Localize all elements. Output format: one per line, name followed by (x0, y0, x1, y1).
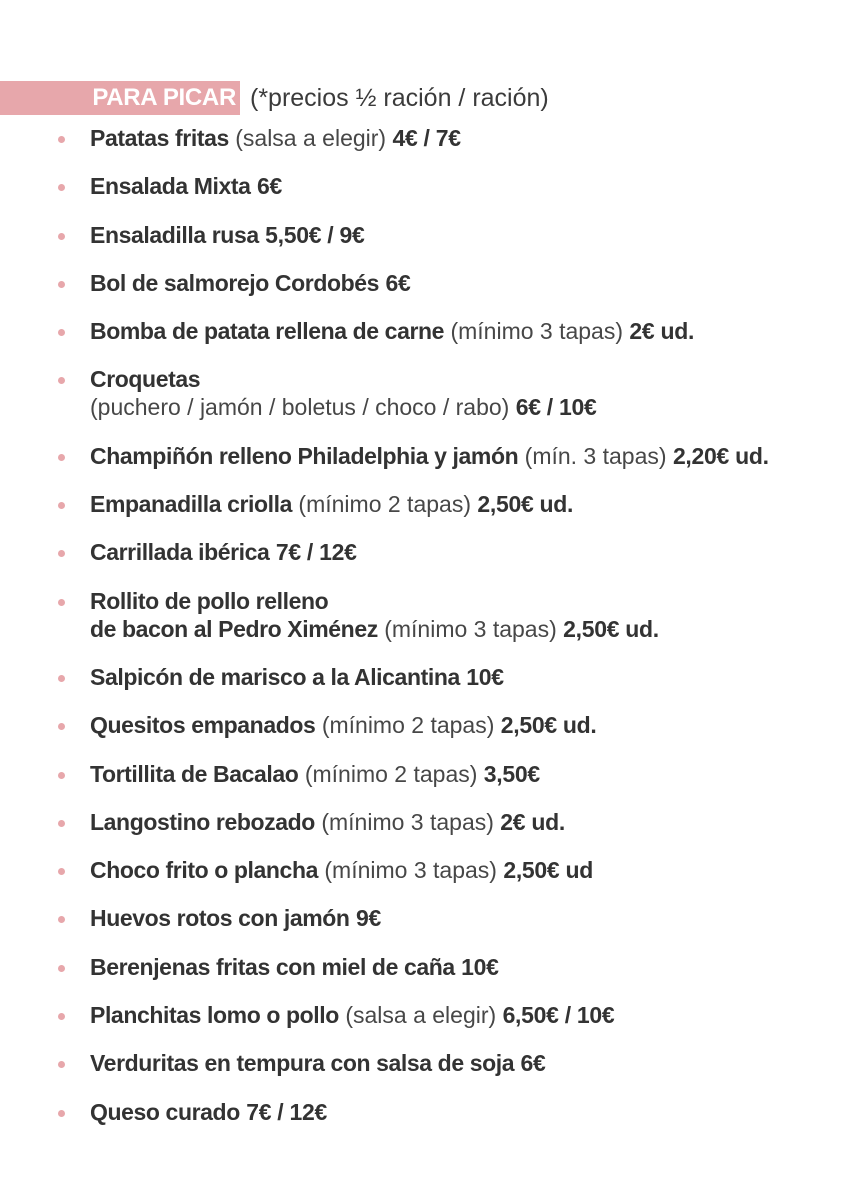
bullet-icon (58, 772, 65, 779)
bullet-icon (58, 329, 65, 336)
menu-item (58, 808, 838, 836)
item-price: 10€ (461, 953, 499, 980)
item-name: Ensalada Mixta (90, 173, 251, 200)
item-name: Champiñón relleno Philadelphia y jamón (90, 442, 519, 469)
bullet-icon (58, 675, 65, 682)
item-name: Quesitos empanados (90, 712, 316, 739)
menu-item (58, 365, 838, 421)
item-name: Planchitas lomo o pollo (90, 1002, 339, 1029)
item-detail: (mínimo 3 tapas) (384, 615, 557, 642)
item-price: 5,50€ / 9€ (265, 221, 365, 248)
bullet-icon (58, 820, 65, 827)
item-price: 2,50€ ud (503, 857, 593, 884)
item-name: Carrillada ibérica (90, 539, 270, 566)
item-name: Patatas fritas (90, 125, 229, 151)
menu-item (58, 124, 838, 152)
menu-item (58, 856, 838, 884)
item-name: Langostino rebozado (90, 808, 315, 835)
bullet-icon (58, 723, 65, 730)
bullet-icon (58, 1013, 65, 1020)
section-header (0, 80, 549, 116)
bullet-icon (58, 550, 65, 557)
menu-item (58, 1001, 838, 1029)
item-price: 2€ ud. (500, 808, 565, 835)
item-name: Ensaladilla rusa (90, 221, 259, 248)
item-price: 6€ / 10€ (515, 394, 597, 421)
menu-item (58, 1098, 838, 1126)
item-price: 7€ / 12€ (246, 1098, 327, 1125)
section-title: PARA PICAR (92, 84, 236, 111)
item-detail: (mínimo 2 tapas) (304, 760, 478, 787)
bullet-icon (58, 599, 65, 606)
item-name: Croquetas (90, 366, 201, 393)
menu-item (58, 538, 838, 566)
bullet-icon (58, 184, 65, 191)
item-name: Verduritas en tempura con salsa de soja (90, 1050, 515, 1077)
item-detail: (mínimo 3 tapas) (321, 808, 494, 835)
menu-item (58, 172, 838, 200)
item-name: Rollito de pollo relleno (90, 587, 329, 614)
item-detail: (mínimo 2 tapas) (298, 491, 471, 518)
bullet-icon (58, 868, 65, 875)
item-price: 10€ (466, 663, 504, 690)
item-price: 2,50€ ud. (500, 712, 597, 739)
menu-item (58, 953, 838, 981)
item-price: 4€ / 7€ (392, 125, 461, 151)
menu-item (58, 221, 838, 249)
item-detail: (mínimo 3 tapas) (324, 857, 497, 884)
item-name: Berenjenas fritas con miel de caña (90, 953, 455, 980)
item-price: 6,50€ / 10€ (502, 1002, 615, 1029)
item-name: Empanadilla criolla (90, 491, 293, 518)
menu-item (58, 760, 838, 788)
item-name: Tortillita de Bacalao (90, 760, 299, 787)
item-detail: (mín. 3 tapas) (524, 442, 667, 469)
menu-item (58, 663, 838, 691)
section-title-tab (0, 81, 240, 115)
item-detail: (puchero / jamón / boletus / choco / rabo) (90, 394, 510, 421)
item-price: 6€ (520, 1050, 546, 1077)
item-price: 2,50€ ud. (563, 615, 659, 642)
item-price: 2,50€ ud. (477, 491, 574, 518)
item-price: 7€ / 12€ (275, 539, 357, 566)
bullet-icon (58, 136, 65, 143)
menu-item (58, 442, 838, 470)
item-name: Queso curado (90, 1098, 240, 1125)
item-name: Salpicón de marisco a la Alicantina (90, 663, 460, 690)
bullet-icon (58, 377, 65, 384)
menu-item (58, 269, 838, 297)
item-price: 9€ (355, 905, 381, 932)
price-note: (*precios ½ ración / ración) (250, 83, 549, 112)
menu-item (58, 587, 838, 643)
bullet-icon (58, 454, 65, 461)
bullet-icon (58, 965, 65, 972)
menu-item (58, 904, 838, 932)
item-detail: (salsa a elegir) (345, 1002, 497, 1029)
item-price: 6€ (256, 173, 282, 200)
menu-item (58, 1049, 838, 1077)
bullet-icon (58, 916, 65, 923)
menu-item (58, 711, 838, 739)
item-name: Bomba de patata rellena de carne (90, 318, 445, 345)
menu-item (58, 317, 838, 345)
item-detail: (salsa a elegir) (235, 125, 387, 151)
bullet-icon (58, 233, 65, 240)
item-price: 2,20€ ud. (672, 442, 769, 469)
item-name: Bol de salmorejo Cordobés (90, 269, 380, 296)
item-name: Choco frito o plancha (90, 857, 318, 884)
item-price: 6€ (385, 269, 411, 296)
menu-item (58, 490, 838, 518)
bullet-icon (58, 281, 65, 288)
item-name: Huevos rotos con jamón (90, 905, 350, 932)
menu-list (58, 124, 838, 1146)
item-price: 2€ ud. (629, 318, 695, 345)
item-price: 3,50€ (483, 760, 540, 787)
bullet-icon (58, 502, 65, 509)
bullet-icon (58, 1110, 65, 1117)
item-detail: (mínimo 3 tapas) (450, 318, 624, 345)
item-name-continued: de bacon al Pedro Ximénez (90, 615, 378, 642)
item-detail: (mínimo 2 tapas) (321, 712, 495, 739)
bullet-icon (58, 1061, 65, 1068)
